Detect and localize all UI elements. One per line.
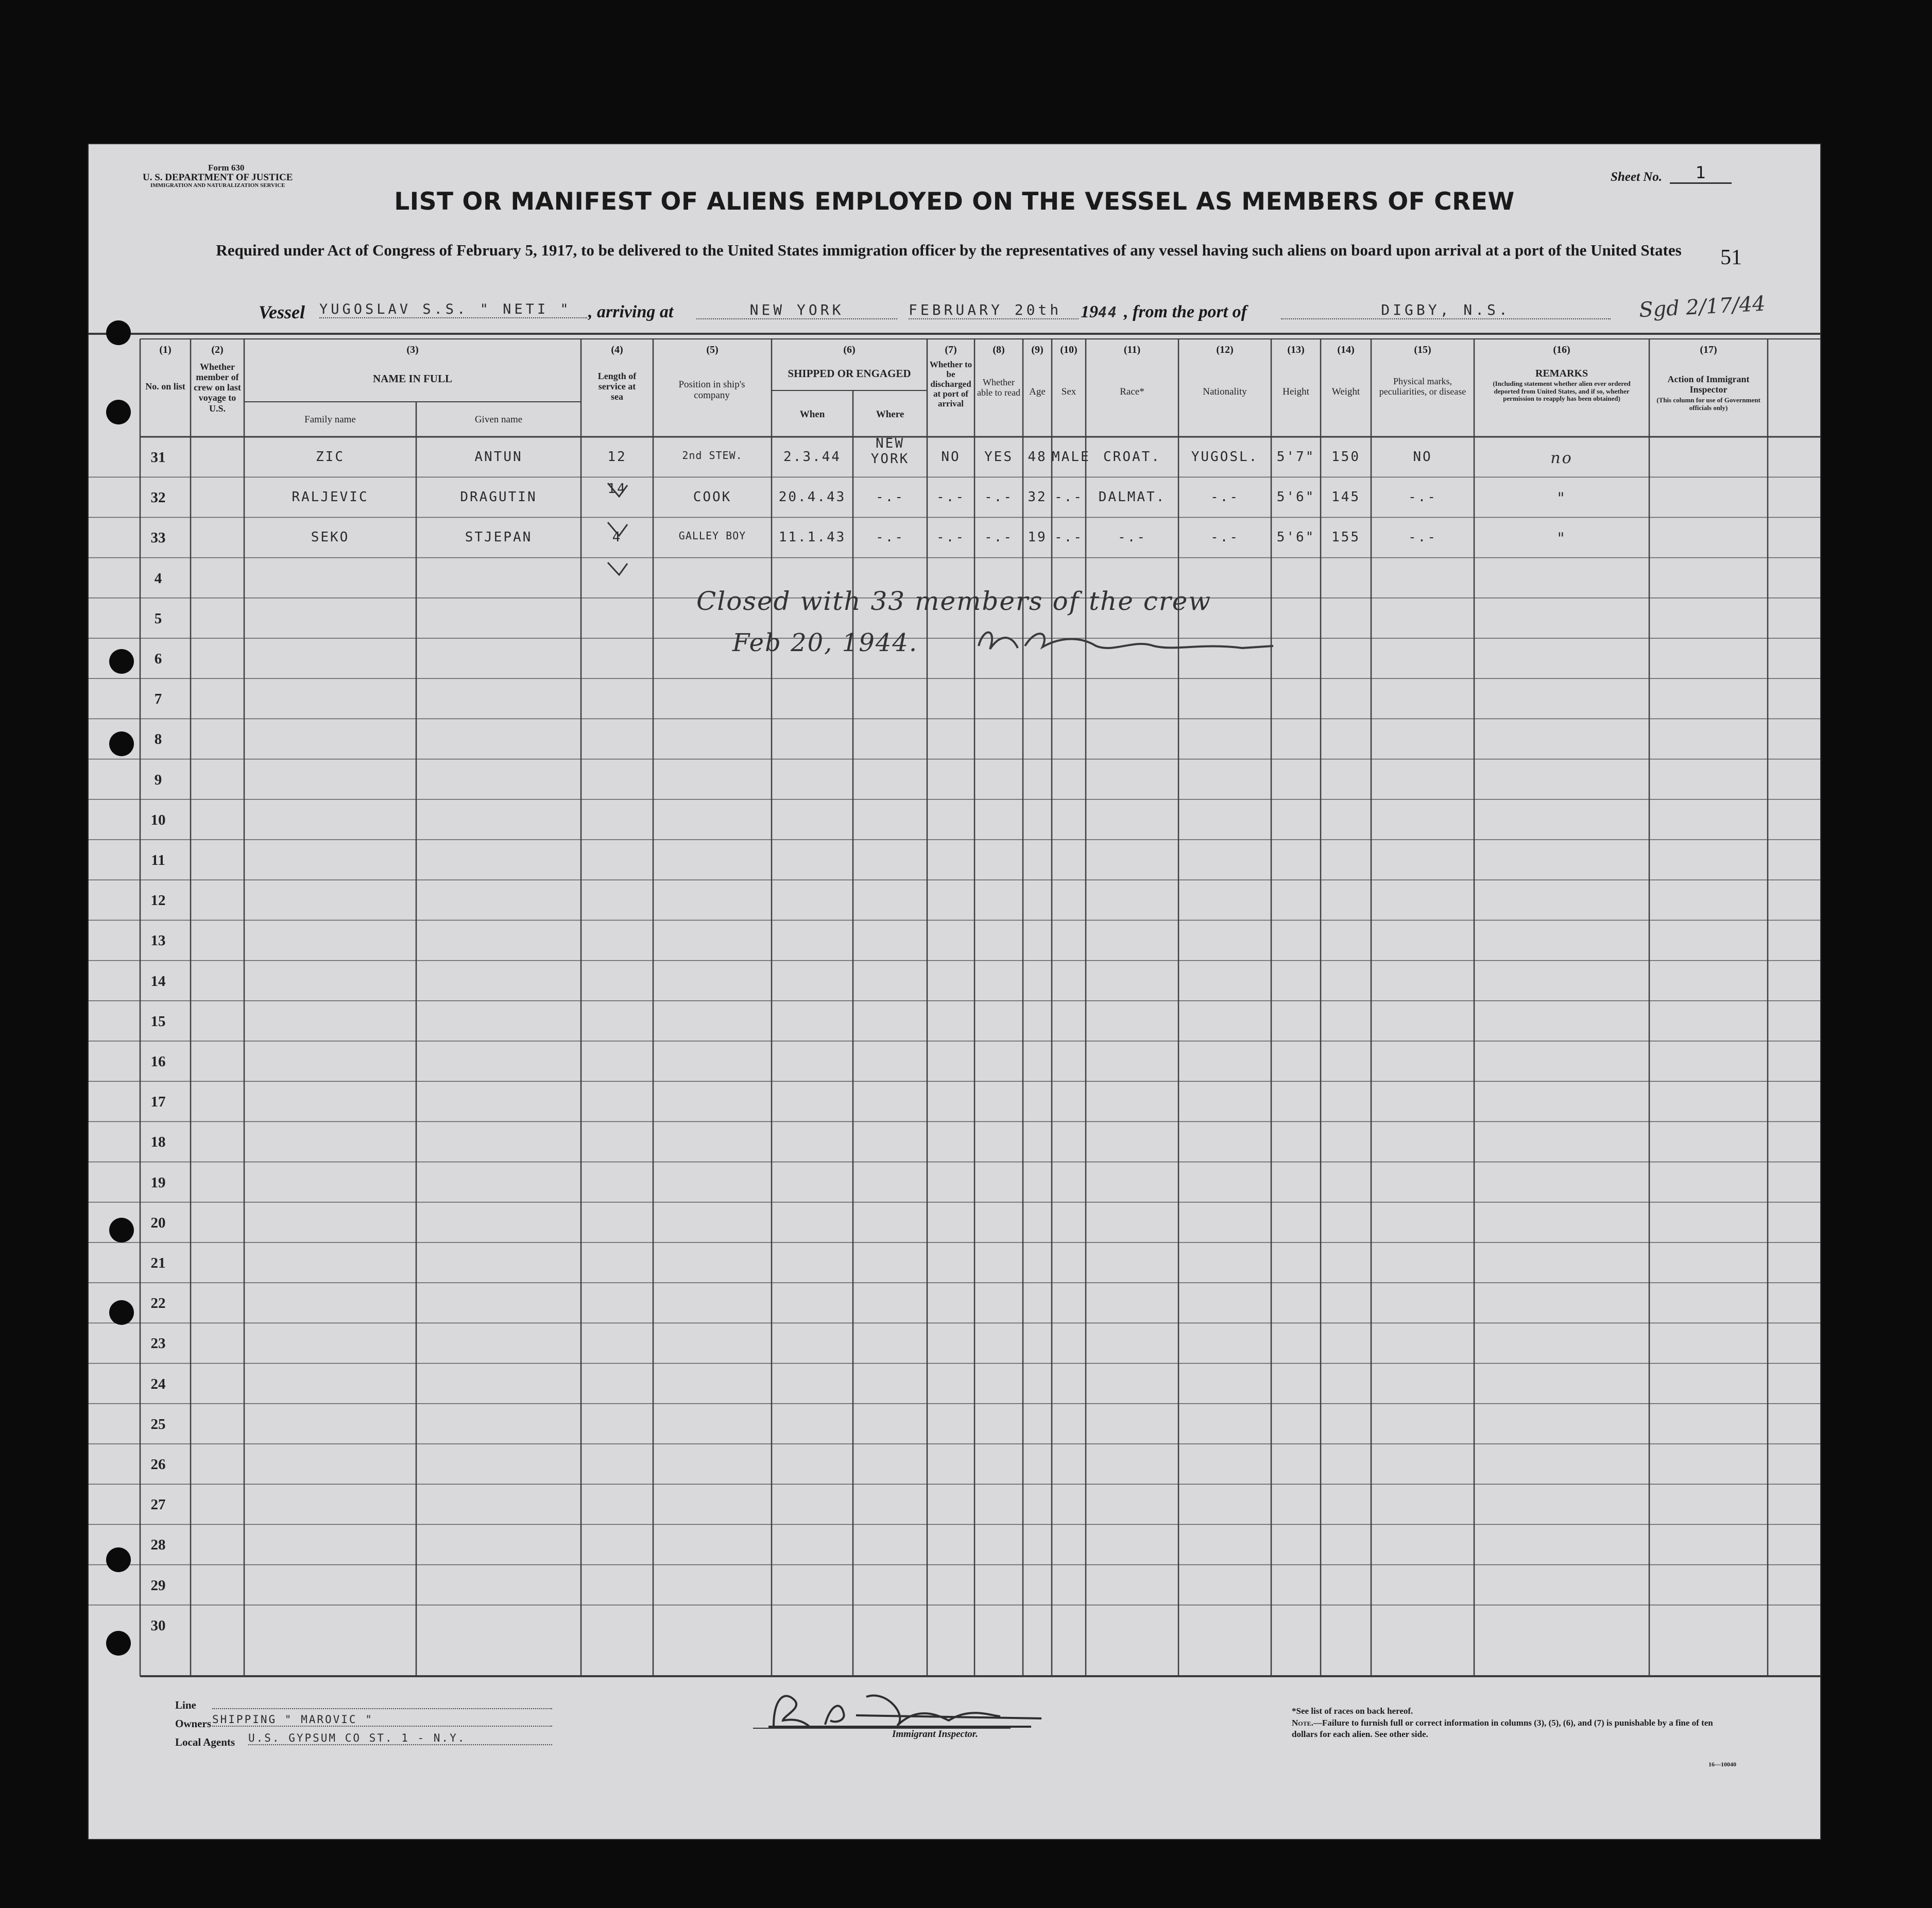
print-code: 16—10040: [1708, 1761, 1736, 1768]
row-number: 16: [150, 1053, 166, 1070]
position-cell: GALLEY BOY: [678, 530, 746, 542]
col-num-3: (3): [406, 344, 419, 355]
row-number: 10: [150, 811, 166, 828]
col-head-5: Position in ship's company: [678, 379, 745, 401]
inspector-label: Immigrant Inspector.: [892, 1729, 978, 1740]
row-number: 6: [154, 651, 162, 667]
footer-agents: U.S. GYPSUM CO ST. 1 - N.Y.: [248, 1732, 552, 1745]
race-cell: -.-: [1118, 530, 1147, 546]
length-of-service-cell: 12: [607, 449, 627, 465]
arrival-port: NEW YORK: [696, 301, 897, 319]
footer-owners: SHIPPING " MAROVIC ": [212, 1713, 552, 1727]
footer-owners-label: Owners: [175, 1717, 211, 1730]
able-to-read-cell: -.-: [984, 530, 1013, 546]
col-num-2: (2): [211, 344, 224, 355]
punch-hole: [109, 1218, 134, 1242]
row-number: 15: [150, 1013, 166, 1030]
row-number: 12: [150, 892, 166, 909]
col-num-12: (12): [1216, 344, 1234, 355]
able-to-read-cell: -.-: [984, 489, 1013, 505]
row-number: 11: [151, 852, 165, 868]
row-number: 33: [150, 530, 166, 547]
punch-hole: [109, 649, 134, 674]
family-name-cell: ZIC: [316, 449, 345, 465]
col-num-16: (16): [1553, 344, 1570, 355]
col-head-14: Weight: [1331, 386, 1360, 397]
penalty-note: [1292, 1717, 1730, 1740]
footer-line-rule: [212, 1708, 552, 1709]
family-name-cell: RALJEVIC: [292, 489, 369, 505]
row-number: 9: [154, 771, 162, 788]
sex-cell: -.-: [1054, 530, 1083, 546]
row-number: 13: [150, 932, 166, 949]
sheet-label: Sheet No.: [1611, 170, 1662, 184]
col-num-1: (1): [159, 344, 172, 355]
service: IMMIGRATION AND NATURALIZATION SERVICE: [150, 182, 285, 189]
row-number: 26: [150, 1456, 166, 1473]
page-subtitle: Required under Act of Congress of February 5, 1917, to be delivered to the United States immigration officer by the representatives of any vessel having such aliens on board upon arrival at a port of the United States: [216, 241, 1682, 259]
punch-hole: [106, 400, 131, 424]
shipped-when-cell: 11.1.43: [778, 530, 846, 546]
from-port: DIGBY, N.S.: [1281, 301, 1611, 319]
row-number: 20: [150, 1214, 166, 1231]
shipped-when-cell: 20.4.43: [778, 489, 846, 505]
sex-cell: MALE: [1052, 449, 1090, 465]
col-num-11: (11): [1123, 344, 1141, 355]
family-name-cell: SEKO: [311, 530, 350, 546]
weight-cell: 145: [1331, 489, 1360, 505]
height-cell: 5'6": [1276, 489, 1315, 505]
footer-agents-label: Local Agents: [175, 1736, 235, 1748]
position-cell: 2nd STEW.: [682, 449, 743, 462]
to-be-discharged-cell: -.-: [936, 530, 965, 546]
page-title: LIST OR MANIFEST OF ALIENS EMPLOYED ON THE VESSEL AS MEMBERS OF CREW: [394, 188, 1515, 216]
physical-marks-cell: NO: [1413, 449, 1432, 465]
check-marks: [604, 474, 676, 577]
row-number: 22: [150, 1295, 166, 1312]
row-number: 7: [154, 691, 162, 708]
able-to-read-cell: YES: [984, 449, 1013, 465]
penalty-note-text: —Failure to furnish full or correct information in columns (3), (5), (6), and (7) is punishable by a fine of ten dollars for each alien. See other side.: [1292, 1718, 1713, 1739]
col-num-5: (5): [706, 344, 719, 355]
shipped-where-cell: NEW YORK: [870, 436, 910, 467]
department: U. S. DEPARTMENT OF JUSTICE: [143, 172, 293, 183]
col-num-9: (9): [1031, 344, 1044, 355]
col-num-6: (6): [843, 344, 856, 355]
stamp-number: 51: [1720, 246, 1742, 269]
closing-signature: [974, 623, 1284, 659]
row-number: 32: [150, 489, 166, 506]
shipped-where-cell: -.-: [876, 530, 904, 546]
row-number: 27: [150, 1496, 166, 1513]
manifest-sheet: [89, 144, 1820, 1839]
row-number: 18: [150, 1134, 166, 1151]
col-head-3: NAME IN FULL: [372, 372, 452, 385]
year-value: 44: [1098, 304, 1118, 321]
col-head-7: Whether to be discharged at port of arrival: [929, 360, 972, 409]
remarks-cell: no: [1550, 449, 1573, 467]
col-num-4: (4): [611, 344, 623, 355]
col-num-14: (14): [1337, 344, 1355, 355]
col-head-4: Length of service at sea: [597, 371, 637, 402]
row-number: 21: [150, 1255, 166, 1271]
weight-cell: 150: [1331, 449, 1360, 465]
col-head-10: Sex: [1061, 386, 1076, 397]
given-name-cell: STJEPAN: [465, 530, 533, 546]
col-head-15: Physical marks, peculiarities, or disease: [1379, 376, 1466, 397]
arrival-date: FEBRUARY 20th: [909, 301, 1079, 319]
position-cell: COOK: [693, 489, 732, 505]
punch-hole: [109, 731, 134, 756]
sheet-number: 1: [1670, 163, 1732, 184]
vessel-label: Vessel: [259, 302, 305, 322]
row-number: 24: [150, 1375, 166, 1392]
row-number: 5: [154, 610, 162, 627]
col-head-17-note: (This column for use of Government officials only): [1656, 396, 1760, 412]
to-be-discharged-cell: -.-: [936, 489, 965, 505]
nationality-cell: -.-: [1210, 530, 1239, 546]
given-name-cell: DRAGUTIN: [460, 489, 537, 505]
remarks-cell: ": [1557, 489, 1566, 508]
row-number: 30: [150, 1617, 166, 1634]
col-head-12: Nationality: [1203, 386, 1247, 397]
col-head-6-where: Where: [876, 409, 904, 420]
year-prefix: 19: [1081, 302, 1098, 321]
row-number: 14: [150, 973, 166, 990]
punch-hole: [109, 1300, 134, 1325]
col-head-11: Race*: [1120, 386, 1144, 397]
length-of-service-cell: 4: [612, 530, 622, 546]
race-cell: DALMAT.: [1098, 489, 1166, 505]
arriving-label: , arriving at: [588, 302, 674, 321]
col-head-8: Whether able to read: [977, 377, 1020, 398]
col-head-6-when: When: [799, 409, 825, 420]
punch-hole: [106, 1547, 131, 1572]
height-cell: 5'6": [1276, 530, 1315, 546]
col-head-3-family: Family name: [304, 414, 356, 425]
given-name-cell: ANTUN: [474, 449, 523, 465]
col-num-17: (17): [1700, 344, 1717, 355]
row-number: 23: [150, 1335, 166, 1352]
col-head-17: Action of Immigrant Inspector: [1667, 374, 1750, 395]
age-cell: 19: [1028, 530, 1047, 546]
age-cell: 32: [1028, 489, 1047, 505]
height-cell: 5'7": [1276, 449, 1315, 465]
col-head-13: Height: [1283, 386, 1309, 397]
col-num-10: (10): [1060, 344, 1078, 355]
physical-marks-cell: -.-: [1408, 489, 1437, 505]
sex-cell: -.-: [1054, 489, 1083, 505]
col-head-6: SHIPPED OR ENGAGED: [788, 367, 911, 380]
col-num-15: (15): [1414, 344, 1431, 355]
col-num-8: (8): [993, 344, 1005, 355]
col-num-13: (13): [1287, 344, 1305, 355]
row-number: 28: [150, 1537, 166, 1554]
physical-marks-cell: -.-: [1408, 530, 1437, 546]
length-of-service-cell: 14: [607, 481, 627, 497]
col-head-16-note: (Including statement whether alien ever ordered deported from United States, and if so, whether permission to reapply has been obtained): [1493, 380, 1631, 403]
nationality-cell: -.-: [1210, 489, 1239, 505]
punch-hole: [106, 320, 131, 345]
row-number: 4: [154, 570, 162, 587]
race-cell: CROAT.: [1103, 449, 1161, 465]
col-head-9: Age: [1029, 386, 1046, 397]
col-num-7: (7): [945, 344, 957, 355]
col-head-1: No. on list: [145, 381, 185, 391]
footer-line-label: Line: [175, 1699, 196, 1711]
closing-note-line1: Closed with 33 members of the crew: [696, 586, 1212, 616]
row-number: 17: [150, 1094, 166, 1111]
col-head-16: REMARKS: [1535, 368, 1588, 379]
weight-cell: 155: [1331, 530, 1360, 546]
age-cell: 48: [1028, 449, 1047, 465]
to-be-discharged-cell: NO: [941, 449, 961, 465]
shipped-when-cell: 2.3.44: [783, 449, 841, 465]
from-label: , from the port of: [1124, 302, 1247, 321]
vessel-value: YUGOSLAV S.S. " NETI ": [319, 301, 587, 318]
form-number: Form 630: [208, 163, 245, 173]
nationality-cell: YUGOSL.: [1191, 449, 1259, 465]
row-number: 19: [150, 1174, 166, 1191]
remarks-cell: ": [1557, 530, 1566, 548]
inspector-rule: [753, 1728, 1011, 1729]
race-note: *See list of races on back hereof.: [1292, 1706, 1413, 1716]
row-number: 25: [150, 1416, 166, 1433]
closing-note-line2: Feb 20, 1944.: [732, 628, 918, 657]
row-number: 31: [150, 449, 166, 466]
row-number: 8: [154, 731, 162, 748]
row-number: 29: [150, 1577, 166, 1594]
penalty-note-label: Note.: [1292, 1718, 1313, 1728]
margin-note: Sgd 2/17/44: [1638, 292, 1766, 322]
punch-hole: [106, 1631, 131, 1656]
col-head-3-given: Given name: [474, 414, 523, 425]
shipped-where-cell: -.-: [876, 489, 904, 505]
col-head-2: Whether member of crew on last voyage to U.S.: [194, 362, 241, 414]
